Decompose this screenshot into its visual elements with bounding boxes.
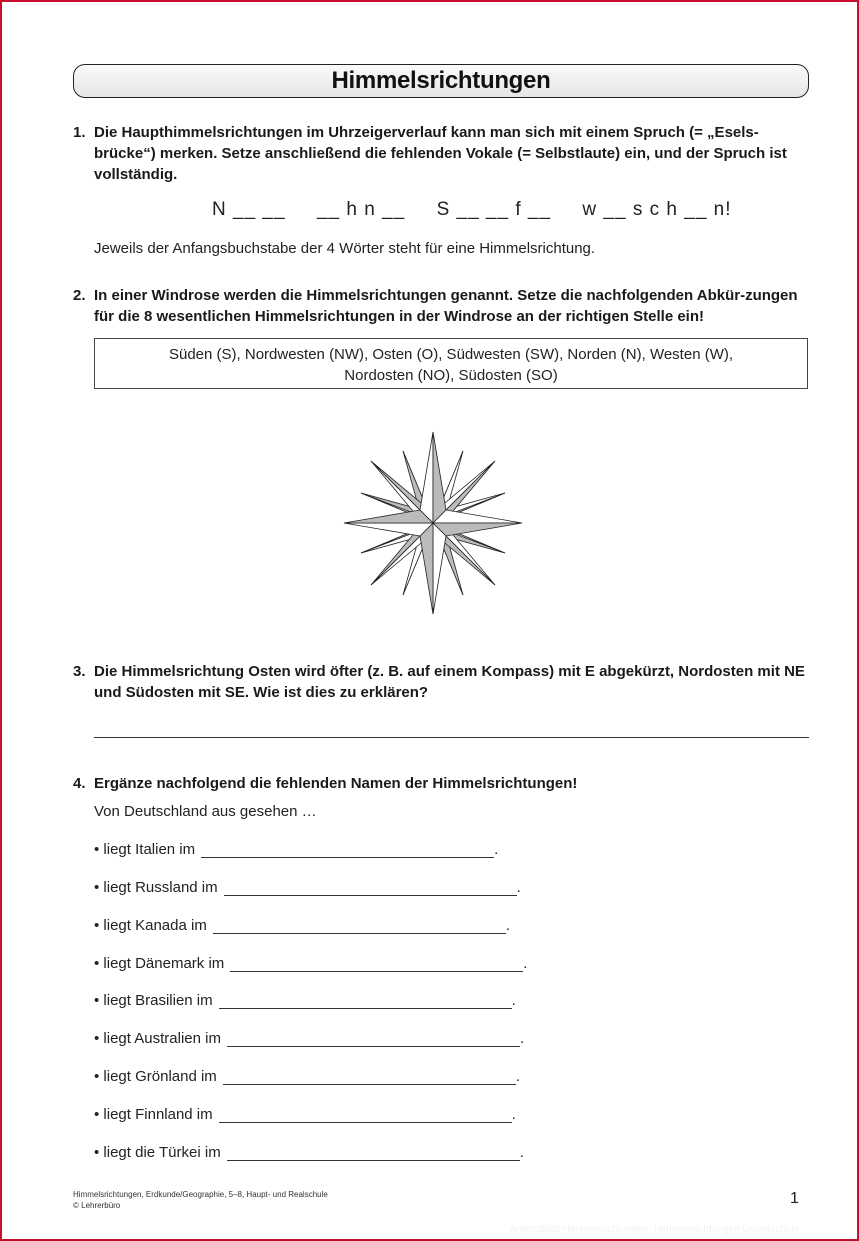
answer-blank[interactable]	[219, 994, 512, 1009]
list-item-label: • liegt die Türkei im	[94, 1144, 221, 1161]
vowel-puzzle: N __ __ __ h n __ S __ __ f __ w __ s c h __ n!	[212, 199, 732, 220]
question-2	[73, 285, 813, 327]
cardinal-points	[344, 432, 522, 614]
list-item-label: • liegt Russland im	[94, 879, 218, 896]
list-item-label: • liegt Brasilien im	[94, 992, 213, 1009]
list-item-label: • liegt Grönland im	[94, 1068, 217, 1085]
watermark: Arbeitsblatt Himmelsrichtungen: Himmelsrichtungen Grundschule	[510, 1224, 800, 1235]
puzzle-hint: Jeweils der Anfangsbuchstabe der 4 Wörter steht für eine Himmelsrichtung.	[94, 240, 596, 257]
question-4-intro: Von Deutschland aus gesehen …	[94, 803, 317, 820]
list-item-label: • liegt Finnland im	[94, 1106, 213, 1123]
abbreviation-box	[94, 338, 808, 389]
list-item: • liegt Finnland im .	[94, 1106, 516, 1123]
list-item-label: • liegt Kanada im	[94, 917, 207, 934]
list-item: • liegt Russland im .	[94, 879, 521, 896]
answer-line[interactable]	[94, 737, 809, 738]
answer-blank[interactable]	[227, 1146, 520, 1161]
question-number: 2.	[73, 287, 86, 304]
list-item: • liegt Australien im .	[94, 1030, 525, 1047]
abbreviation-line-2: Nordosten (NO), Südosten (SO)	[344, 367, 558, 384]
list-item-label: • liegt Italien im	[94, 841, 196, 858]
question-text: Ergänze nachfolgend die fehlenden Namen der Himmelsrichtungen!	[94, 775, 578, 792]
answer-blank[interactable]	[223, 1070, 516, 1085]
page-title: Himmelsrichtungen	[331, 67, 551, 94]
answer-blank[interactable]	[227, 1032, 520, 1047]
answer-blank[interactable]	[219, 1108, 512, 1123]
list-item: • liegt Dänemark im .	[94, 955, 528, 972]
answer-blank[interactable]	[230, 957, 523, 972]
question-1	[73, 122, 813, 185]
list-item: • liegt Grönland im .	[94, 1068, 520, 1085]
list-item: • liegt Brasilien im .	[94, 992, 516, 1009]
list-item: • liegt Kanada im .	[94, 917, 510, 934]
footer-source: Himmelsrichtungen, Erdkunde/Geographie, 5–8, Haupt- und Realschule	[73, 1190, 328, 1199]
page-number: 1	[790, 1190, 799, 1207]
title-banner	[73, 64, 809, 98]
footer	[73, 1189, 328, 1211]
list-item: • liegt die Türkei im .	[94, 1144, 524, 1161]
question-text: Die Haupthimmelsrichtungen im Uhrzeigerverlauf kann man sich mit einem Spruch (= „Esels-brücke“) merken. Setze anschließend die fehlenden Vokale (= Selbstlaute) ein, und der Spruch ist vollständig.	[94, 124, 787, 183]
question-text: In einer Windrose werden die Himmelsrichtungen genannt. Setze die nachfolgenden Abkür-zungen für die 8 wesentlichen Himmelsrichtungen in der Windrose an der richtigen Stelle ein!	[94, 287, 798, 325]
footer-copyright: © Lehrerbüro	[73, 1201, 121, 1210]
question-number: 1.	[73, 124, 86, 141]
question-3	[73, 661, 813, 703]
question-text: Die Himmelsrichtung Osten wird öfter (z. B. auf einem Kompass) mit E abgekürzt, Nordosten mit NE und Südosten mit SE. Wie ist dies zu erklären?	[94, 663, 805, 701]
answer-blank[interactable]	[224, 881, 517, 896]
list-item-label: • liegt Australien im	[94, 1030, 221, 1047]
question-number: 3.	[73, 663, 86, 680]
answer-blank[interactable]	[201, 843, 494, 858]
answer-blank[interactable]	[213, 919, 506, 934]
question-number: 4.	[73, 775, 86, 792]
compass-rose-icon	[342, 430, 524, 616]
question-4	[73, 773, 813, 794]
list-item-label: • liegt Dänemark im	[94, 955, 225, 972]
abbreviation-line-1: Süden (S), Nordwesten (NW), Osten (O), Südwesten (SW), Norden (N), Westen (W),	[168, 346, 734, 363]
list-item: • liegt Italien im .	[94, 841, 499, 858]
